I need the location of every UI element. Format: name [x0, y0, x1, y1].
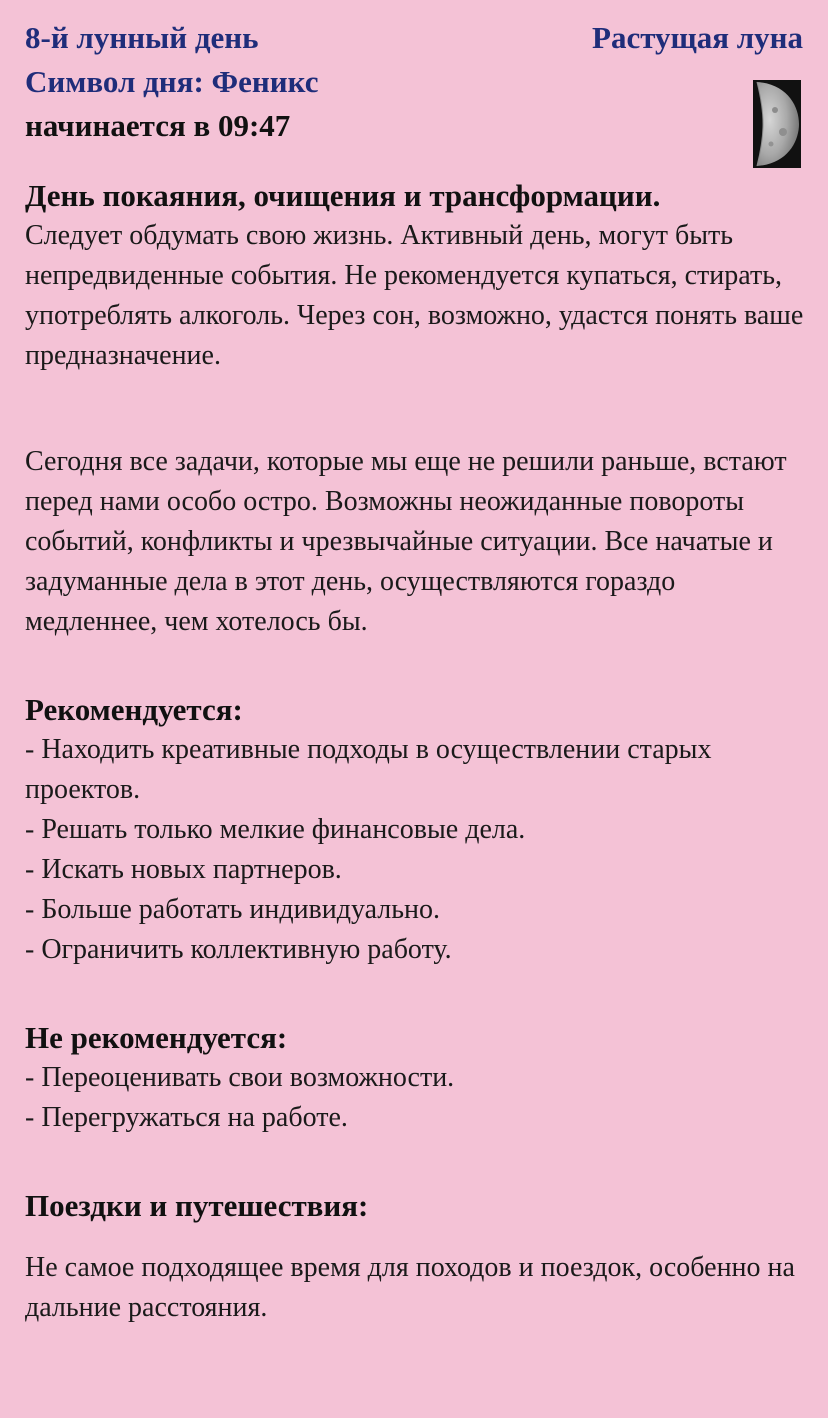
- list-item: - Больше работать индивидуально.: [25, 894, 441, 925]
- day-theme-text: Следует обдумать свою жизнь. Активный день, могут быть непредвиденные события. Не рекомендуется купаться, стирать, употреблять алкоголь. Через сон, возможно, удастся понять ваше предназначение.: [25, 220, 804, 371]
- waxing-moon-icon: [753, 80, 801, 168]
- day-start-time: начинается в 09:47: [25, 108, 291, 143]
- recommended-list: [25, 730, 805, 970]
- list-item: - Искать новых партнеров.: [25, 854, 342, 885]
- list-item: - Переоценивать свои возможности.: [25, 1062, 455, 1093]
- list-item: - Решать только мелкие финансовые дела.: [25, 814, 526, 845]
- header: [25, 16, 805, 176]
- recommended-title: Рекомендуется:: [25, 692, 243, 727]
- list-item: - Перегружаться на работе.: [25, 1102, 348, 1133]
- lunar-day-title: 8-й лунный день: [25, 20, 259, 55]
- travel-title: Поездки и путешествия:: [25, 1188, 369, 1223]
- day-description: Сегодня все задачи, которые мы еще не решили раньше, встают перед нами особо остро. Возможны неожиданные повороты событий, конфликты и чрезвычайные ситуации. Все начатые и задуманные дела в этот день, осуществляются гораздо медленнее, чем хотелось бы.: [25, 446, 787, 637]
- not-recommended-list: [25, 1058, 805, 1138]
- day-symbol: Символ дня: Феникс: [25, 64, 319, 99]
- not-recommended-title: Не рекомендуется:: [25, 1020, 288, 1055]
- travel-text: Не самое подходящее время для походов и поездок, особенно на дальние расстояния.: [25, 1252, 795, 1323]
- list-item: - Ограничить коллективную работу.: [25, 934, 452, 965]
- moon-phase-label: Растущая луна: [592, 20, 803, 55]
- day-theme-title: День покаяния, очищения и трансформации.: [25, 178, 661, 213]
- list-item: - Находить креативные подходы в осуществлении старых проектов.: [25, 734, 712, 805]
- lunar-day-page: [25, 16, 805, 1328]
